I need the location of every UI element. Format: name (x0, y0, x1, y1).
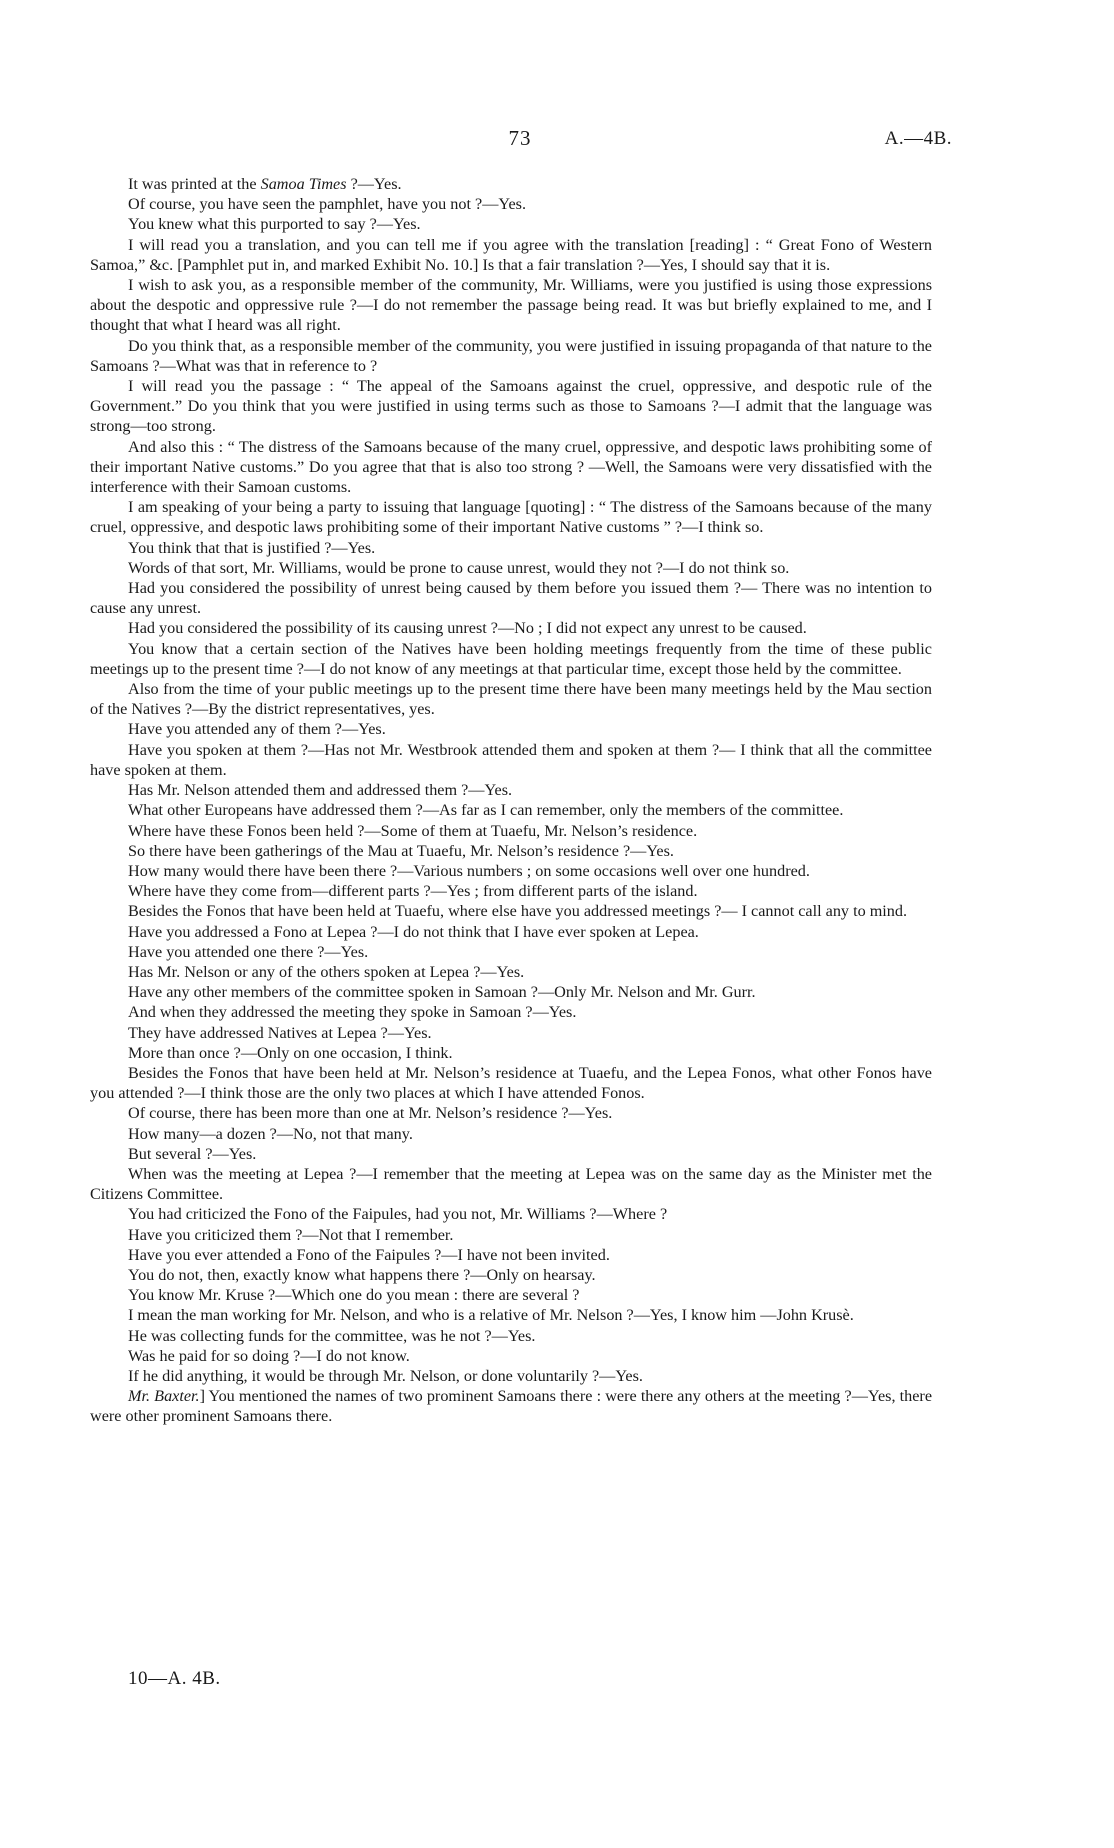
transcript-paragraph: Of course, you have seen the pamphlet, have you not ?—Yes. (128, 195, 526, 214)
transcript-body (90, 174, 932, 1427)
transcript-paragraph: How many—a dozen ?—No, not that many. (128, 1124, 413, 1143)
transcript-paragraph: When was the meeting at Lepea ?—I remember that the meeting at Lepea was on the same day as the Minister met the Citizens Committee. (90, 1164, 932, 1204)
transcript-paragraph: Words of that sort, Mr. Williams, would be prone to cause unrest, would they not ?—I do not think so. (128, 558, 790, 577)
transcript-paragraph: Have any other members of the committee spoken in Samoan ?—Only Mr. Nelson and Mr. Gurr. (128, 983, 756, 1002)
paper-reference: A.—4B. (884, 128, 952, 149)
transcript-paragraph: Besides the Fonos that have been held at Mr. Nelson’s residence at Tuaefu, and the Lepea Fonos, what other Fonos have you attended ?—I think those are the only two places at which I have attended Fonos. (90, 1063, 932, 1103)
transcript-paragraph: You do not, then, exactly know what happens there ?—Only on hearsay. (128, 1265, 596, 1284)
transcript-paragraph: Was he paid for so doing ?—I do not know. (128, 1346, 410, 1365)
transcript-paragraph: Also from the time of your public meetings up to the present time there have been many meetings held by the Mau section of the Natives ?—By the district representatives, yes. (90, 680, 932, 719)
transcript-paragraph: I mean the man working for Mr. Nelson, and who is a relative of Mr. Nelson ?—Yes, I know him —John Krusè. (128, 1306, 854, 1325)
page-number: 73 (508, 126, 532, 150)
transcript-paragraph: I will read you a translation, and you can tell me if you agree with the translation [reading] : “ Great Fono of Western Samoa,” &c. [Pamphlet put in, and marked Exhibit No. 10.] Is that a fair translation ?—Yes, I should say that it is. (90, 235, 932, 274)
transcript-paragraph: Had you considered the possibility of unrest being caused by them before you issued them ?— There was no intention to cause any unrest. (90, 579, 932, 618)
transcript-paragraph: So there have been gatherings of the Mau at Tuaefu, Mr. Nelson’s residence ?—Yes. (128, 841, 674, 860)
transcript-paragraph: It was printed at the Samoa Times ?—Yes. (128, 175, 402, 193)
transcript-paragraph: I will read you the passage : “ The appeal of the Samoans against the cruel, oppressive, and despotic rule of the Government.” Do you think that you were justified in using terms such as those to Samoans ?—I admit that the language was strong—too strong. (90, 377, 932, 436)
transcript-paragraph: You had criticized the Fono of the Faipules, had you not, Mr. Williams ?—Where ? (128, 1205, 668, 1224)
transcript-paragraph: Had you considered the possibility of its causing unrest ?—No ; I did not expect any unrest to be caused. (128, 619, 807, 638)
transcript-paragraph: Where have they come from—different parts ?—Yes ; from different parts of the island. (128, 882, 698, 901)
transcript-paragraph: Have you attended any of them ?—Yes. (128, 720, 386, 739)
transcript-paragraph: What other Europeans have addressed them ?—As far as I can remember, only the members of the committee. (128, 801, 844, 820)
transcript-paragraph: You knew what this purported to say ?—Yes. (128, 215, 421, 234)
transcript-paragraph: You know that a certain section of the Natives have been holding meetings frequently from the time of these public meetings up to the present time ?—I do not know of any meetings at that particular time, except those held by the committee. (90, 639, 932, 678)
transcript-paragraph: How many would there have been there ?—Various numbers ; on some occasions well over one hundred. (128, 861, 810, 880)
transcript-paragraph: But several ?—Yes. (128, 1144, 257, 1163)
transcript-paragraph: More than once ?—Only on one occasion, I think. (128, 1043, 453, 1062)
transcript-paragraph: And when they addressed the meeting they spoke in Samoan ?—Yes. (128, 1003, 577, 1022)
transcript-paragraph: Have you attended one there ?—Yes. (128, 942, 369, 961)
transcript-paragraph: Where have these Fonos been held ?—Some of them at Tuaefu, Mr. Nelson’s residence. (128, 821, 698, 840)
transcript-paragraph: Of course, there has been more than one at Mr. Nelson’s residence ?—Yes. (128, 1104, 613, 1123)
transcript-paragraph: Have you spoken at them ?—Has not Mr. Westbrook attended them and spoken at them ?— I think that all the committee have spoken at them. (90, 740, 932, 779)
transcript-paragraph: They have addressed Natives at Lepea ?—Yes. (128, 1023, 432, 1042)
transcript-paragraph: If he did anything, it would be through Mr. Nelson, or done voluntarily ?—Yes. (128, 1366, 643, 1385)
transcript-paragraph: Mr. Baxter.] You mentioned the names of two prominent Samoans there : were there any others at the meeting ?—Yes, there were other prominent Samoans there. (90, 1387, 933, 1426)
transcript-paragraph: Do you think that, as a responsible member of the community, you were justified in issuing propaganda of that nature to the Samoans ?—What was that in reference to ? (90, 336, 932, 375)
transcript-paragraph: Besides the Fonos that have been held at Tuaefu, where else have you addressed meetings ?— I cannot call any to mind. (128, 902, 908, 921)
transcript-paragraph: I am speaking of your being a party to issuing that language [quoting] : “ The distress of the Samoans because of the many cruel, oppressive, and despotic laws prohibiting some of their important Native customs ” ?—I think so. (90, 498, 932, 537)
footer-reference: 10—A. 4B. (128, 1668, 221, 1689)
transcript-paragraph: And also this : “ The distress of the Samoans because of the many cruel, oppressive, and despotic laws prohibiting some of their important Native customs.” Do you agree that that is also too strong ? —Well, the Samoans were very dissatisfied with the interference with their Samoan customs. (90, 437, 932, 497)
transcript-paragraph: You know Mr. Kruse ?—Which one do you mean : there are several ? (128, 1286, 580, 1305)
transcript-paragraph: Has Mr. Nelson or any of the others spoken at Lepea ?—Yes. (128, 962, 525, 981)
transcript-paragraph: Have you ever attended a Fono of the Faipules ?—I have not been invited. (128, 1245, 610, 1264)
transcript-paragraph: You think that that is justified ?—Yes. (128, 538, 376, 557)
transcript-paragraph: I wish to ask you, as a responsible member of the community, Mr. Williams, were you justified is using those expressions about the despotic and oppressive rule ?—I do not remember the passage being read. It was but briefly explained to me, and I thought that what I heard was all right. (90, 276, 932, 335)
transcript-paragraph: Has Mr. Nelson attended them and addressed them ?—Yes. (128, 781, 513, 800)
transcript-paragraph: He was collecting funds for the committee, was he not ?—Yes. (128, 1326, 536, 1345)
transcript-paragraph: Have you addressed a Fono at Lepea ?—I do not think that I have ever spoken at Lepea. (128, 922, 699, 941)
transcript-paragraph: Have you criticized them ?—Not that I remember. (128, 1225, 454, 1244)
